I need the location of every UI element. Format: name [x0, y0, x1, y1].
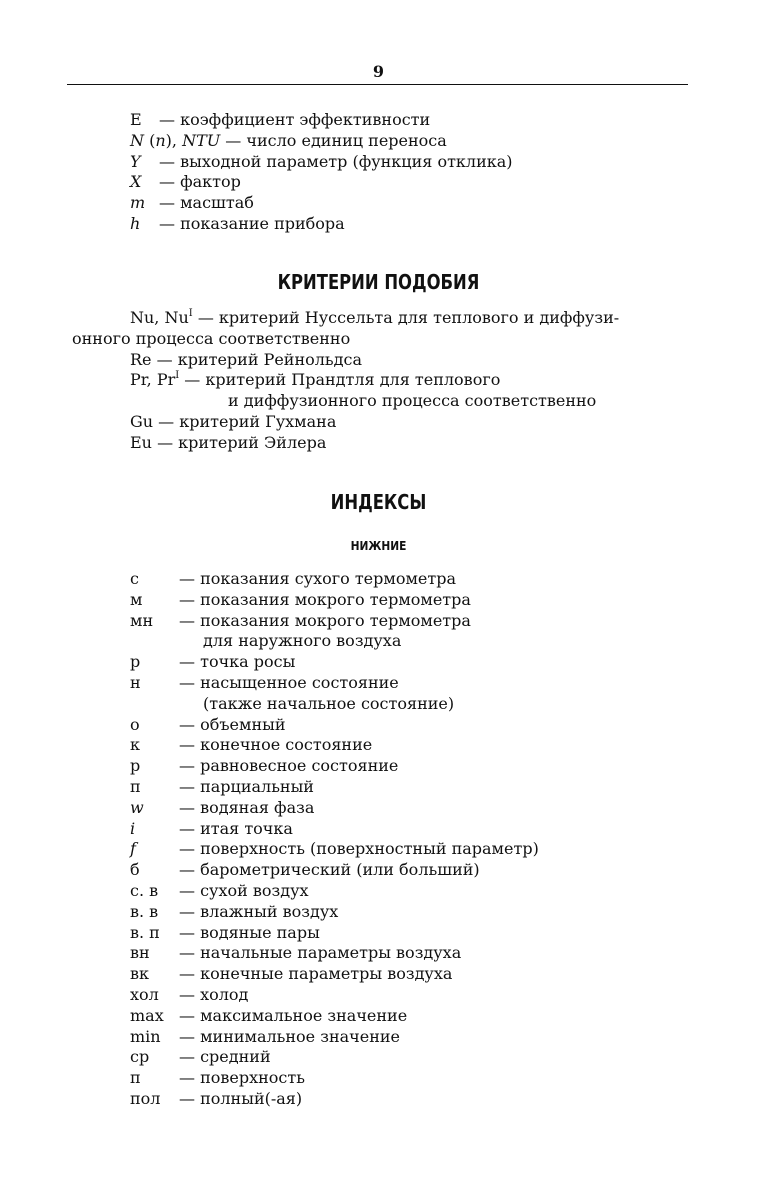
notation-symbol: X	[130, 172, 142, 192]
criteria-desc-cont: и диффузионного процесса соответственно	[228, 391, 597, 411]
index-desc: — показания сухого термометра	[179, 569, 457, 588]
index-row	[130, 798, 539, 819]
index-symbol: вн	[130, 943, 150, 963]
index-row	[130, 1089, 539, 1110]
index-desc: — водяная фаза	[179, 797, 315, 817]
index-symbol: с	[130, 569, 139, 588]
notation-row	[130, 131, 513, 152]
page-number: 9	[372, 62, 385, 81]
notation-row	[130, 152, 513, 173]
notation-symbol: Y	[130, 151, 141, 171]
criteria-row-gu	[72, 412, 619, 433]
index-row	[130, 860, 539, 881]
index-desc: — поверхность	[179, 1068, 305, 1088]
criteria-symbol: Re	[130, 349, 152, 369]
criteria-symbol: Pr, Pr	[130, 370, 176, 390]
index-row	[130, 964, 539, 985]
index-symbol: б	[130, 860, 140, 880]
index-desc: — итая точка	[179, 818, 293, 838]
index-row	[130, 652, 539, 673]
index-row	[130, 839, 539, 860]
index-row	[130, 569, 539, 590]
notation-row	[130, 110, 513, 131]
index-row	[130, 1047, 539, 1068]
criteria-desc: — критерий Рейнольдса	[151, 349, 362, 369]
criteria-heading: КРИТЕРИИ ПОДОБИЯ	[277, 270, 480, 294]
index-symbol: max	[130, 1005, 164, 1025]
index-desc: — конечное состояние	[179, 735, 373, 755]
index-desc: — средний	[179, 1047, 271, 1067]
index-row	[130, 881, 539, 902]
index-desc: — насыщенное состояние	[179, 672, 399, 692]
notation-row	[130, 214, 513, 235]
index-row	[130, 631, 539, 652]
criteria-symbol: Gu	[130, 411, 154, 431]
index-desc: — сухой воздух	[179, 880, 309, 900]
index-row	[130, 715, 539, 736]
index-symbol: к	[130, 735, 140, 755]
index-symbol: вк	[130, 964, 150, 984]
notation-row	[130, 193, 513, 214]
index-symbol: р	[130, 652, 141, 672]
index-desc: — точка росы	[179, 652, 296, 672]
notation-symbol: N	[130, 130, 144, 150]
criteria-desc: — критерий Гухмана	[153, 411, 337, 431]
index-symbol: пол	[130, 1088, 161, 1108]
index-row	[130, 1068, 539, 1089]
index-row	[130, 985, 539, 1006]
index-desc: — холод	[179, 984, 249, 1004]
index-symbol: н	[130, 672, 141, 692]
index-symbol: в. в	[130, 901, 159, 921]
index-row	[130, 590, 539, 611]
index-desc: — минимальное значение	[179, 1026, 401, 1046]
index-desc: — показания мокрого термометра	[179, 610, 471, 630]
index-symbol: п	[130, 1068, 141, 1088]
indices-heading: ИНДЕКСЫ	[330, 490, 427, 514]
index-desc: — показания мокрого термометра	[179, 589, 471, 609]
index-desc: — влажный воздух	[179, 901, 339, 921]
criteria-row-re	[72, 350, 619, 371]
index-row	[130, 902, 539, 923]
criteria-desc-cont: онного процесса соответственно	[72, 328, 351, 348]
index-desc: для наружного воздуха	[203, 631, 402, 651]
criteria-symbol: Eu	[130, 432, 152, 452]
index-desc: — максимальное значение	[179, 1005, 408, 1025]
index-symbol: i	[130, 818, 136, 838]
notation-symbol: h	[130, 213, 141, 233]
notation-symbol: m	[130, 193, 146, 213]
index-row	[130, 1006, 539, 1027]
criteria-row-pr-cont	[72, 391, 619, 412]
index-symbol: хол	[130, 984, 159, 1004]
index-symbol: ср	[130, 1047, 150, 1067]
index-symbol: п	[130, 776, 141, 796]
criteria-row-eu	[72, 433, 619, 454]
notation-desc: — масштаб	[159, 193, 254, 213]
index-symbol: в. п	[130, 922, 160, 942]
criteria-desc: — критерий Эйлера	[151, 432, 327, 452]
notation-desc: — число единиц переноса	[220, 130, 447, 150]
index-row	[130, 611, 539, 632]
index-desc: (также начальное состояние)	[203, 693, 455, 713]
index-row	[130, 943, 539, 964]
index-row	[130, 756, 539, 777]
index-desc: — начальные параметры воздуха	[179, 943, 462, 963]
index-row	[130, 694, 539, 715]
index-row	[130, 673, 539, 694]
notation-symbol-alt: n	[155, 130, 166, 150]
notation-paren-close: ),	[165, 130, 183, 150]
notation-list	[130, 110, 513, 235]
index-row	[130, 819, 539, 840]
index-desc: — барометрический (или больший)	[179, 860, 480, 880]
index-desc: — равновесное состояние	[179, 756, 399, 776]
index-symbol: w	[130, 797, 144, 817]
index-desc: — полный(-ая)	[179, 1088, 303, 1108]
index-row	[130, 735, 539, 756]
criteria-row-nu-cont	[72, 329, 619, 350]
notation-desc: — коэффициент эффективности	[159, 110, 431, 129]
index-desc: — конечные параметры воздуха	[179, 964, 453, 984]
criteria-desc: — критерий Прандтля для теплового	[179, 370, 501, 390]
index-row	[130, 1027, 539, 1048]
notation-desc: — выходной параметр (функция отклика)	[159, 151, 513, 171]
index-symbol: min	[130, 1026, 161, 1046]
criteria-symbol: Nu, Nu	[130, 308, 189, 327]
criteria-row-pr	[72, 370, 619, 391]
notation-symbol: E	[130, 110, 142, 129]
index-desc: — поверхность (поверхностный параметр)	[179, 839, 539, 859]
criteria-sup: I	[175, 370, 180, 382]
index-row	[130, 923, 539, 944]
indices-list	[130, 569, 539, 1110]
criteria-row-nu	[72, 308, 619, 329]
index-symbol: р	[130, 756, 141, 776]
index-desc: — парциальный	[179, 776, 314, 796]
notation-row	[130, 172, 513, 193]
index-desc: — водяные пары	[179, 922, 320, 942]
notation-desc: — фактор	[159, 172, 241, 192]
index-row	[130, 777, 539, 798]
index-symbol: мн	[130, 610, 154, 630]
indices-subheading: НИЖНИЕ	[350, 538, 407, 553]
index-symbol: с. в	[130, 880, 159, 900]
notation-symbol-ntu: NTU	[182, 130, 221, 150]
criteria-sup: I	[188, 307, 193, 319]
index-desc: — объемный	[179, 714, 286, 734]
notation-desc: — показание прибора	[159, 213, 345, 233]
notation-paren-open: (	[144, 130, 156, 150]
index-symbol: о	[130, 714, 140, 734]
index-symbol: м	[130, 589, 143, 609]
header-rule	[67, 84, 688, 85]
criteria-desc: — критерий Нуссельта для теплового и диффузи-	[192, 308, 620, 327]
index-symbol: f	[130, 839, 136, 859]
criteria-list	[72, 308, 619, 454]
